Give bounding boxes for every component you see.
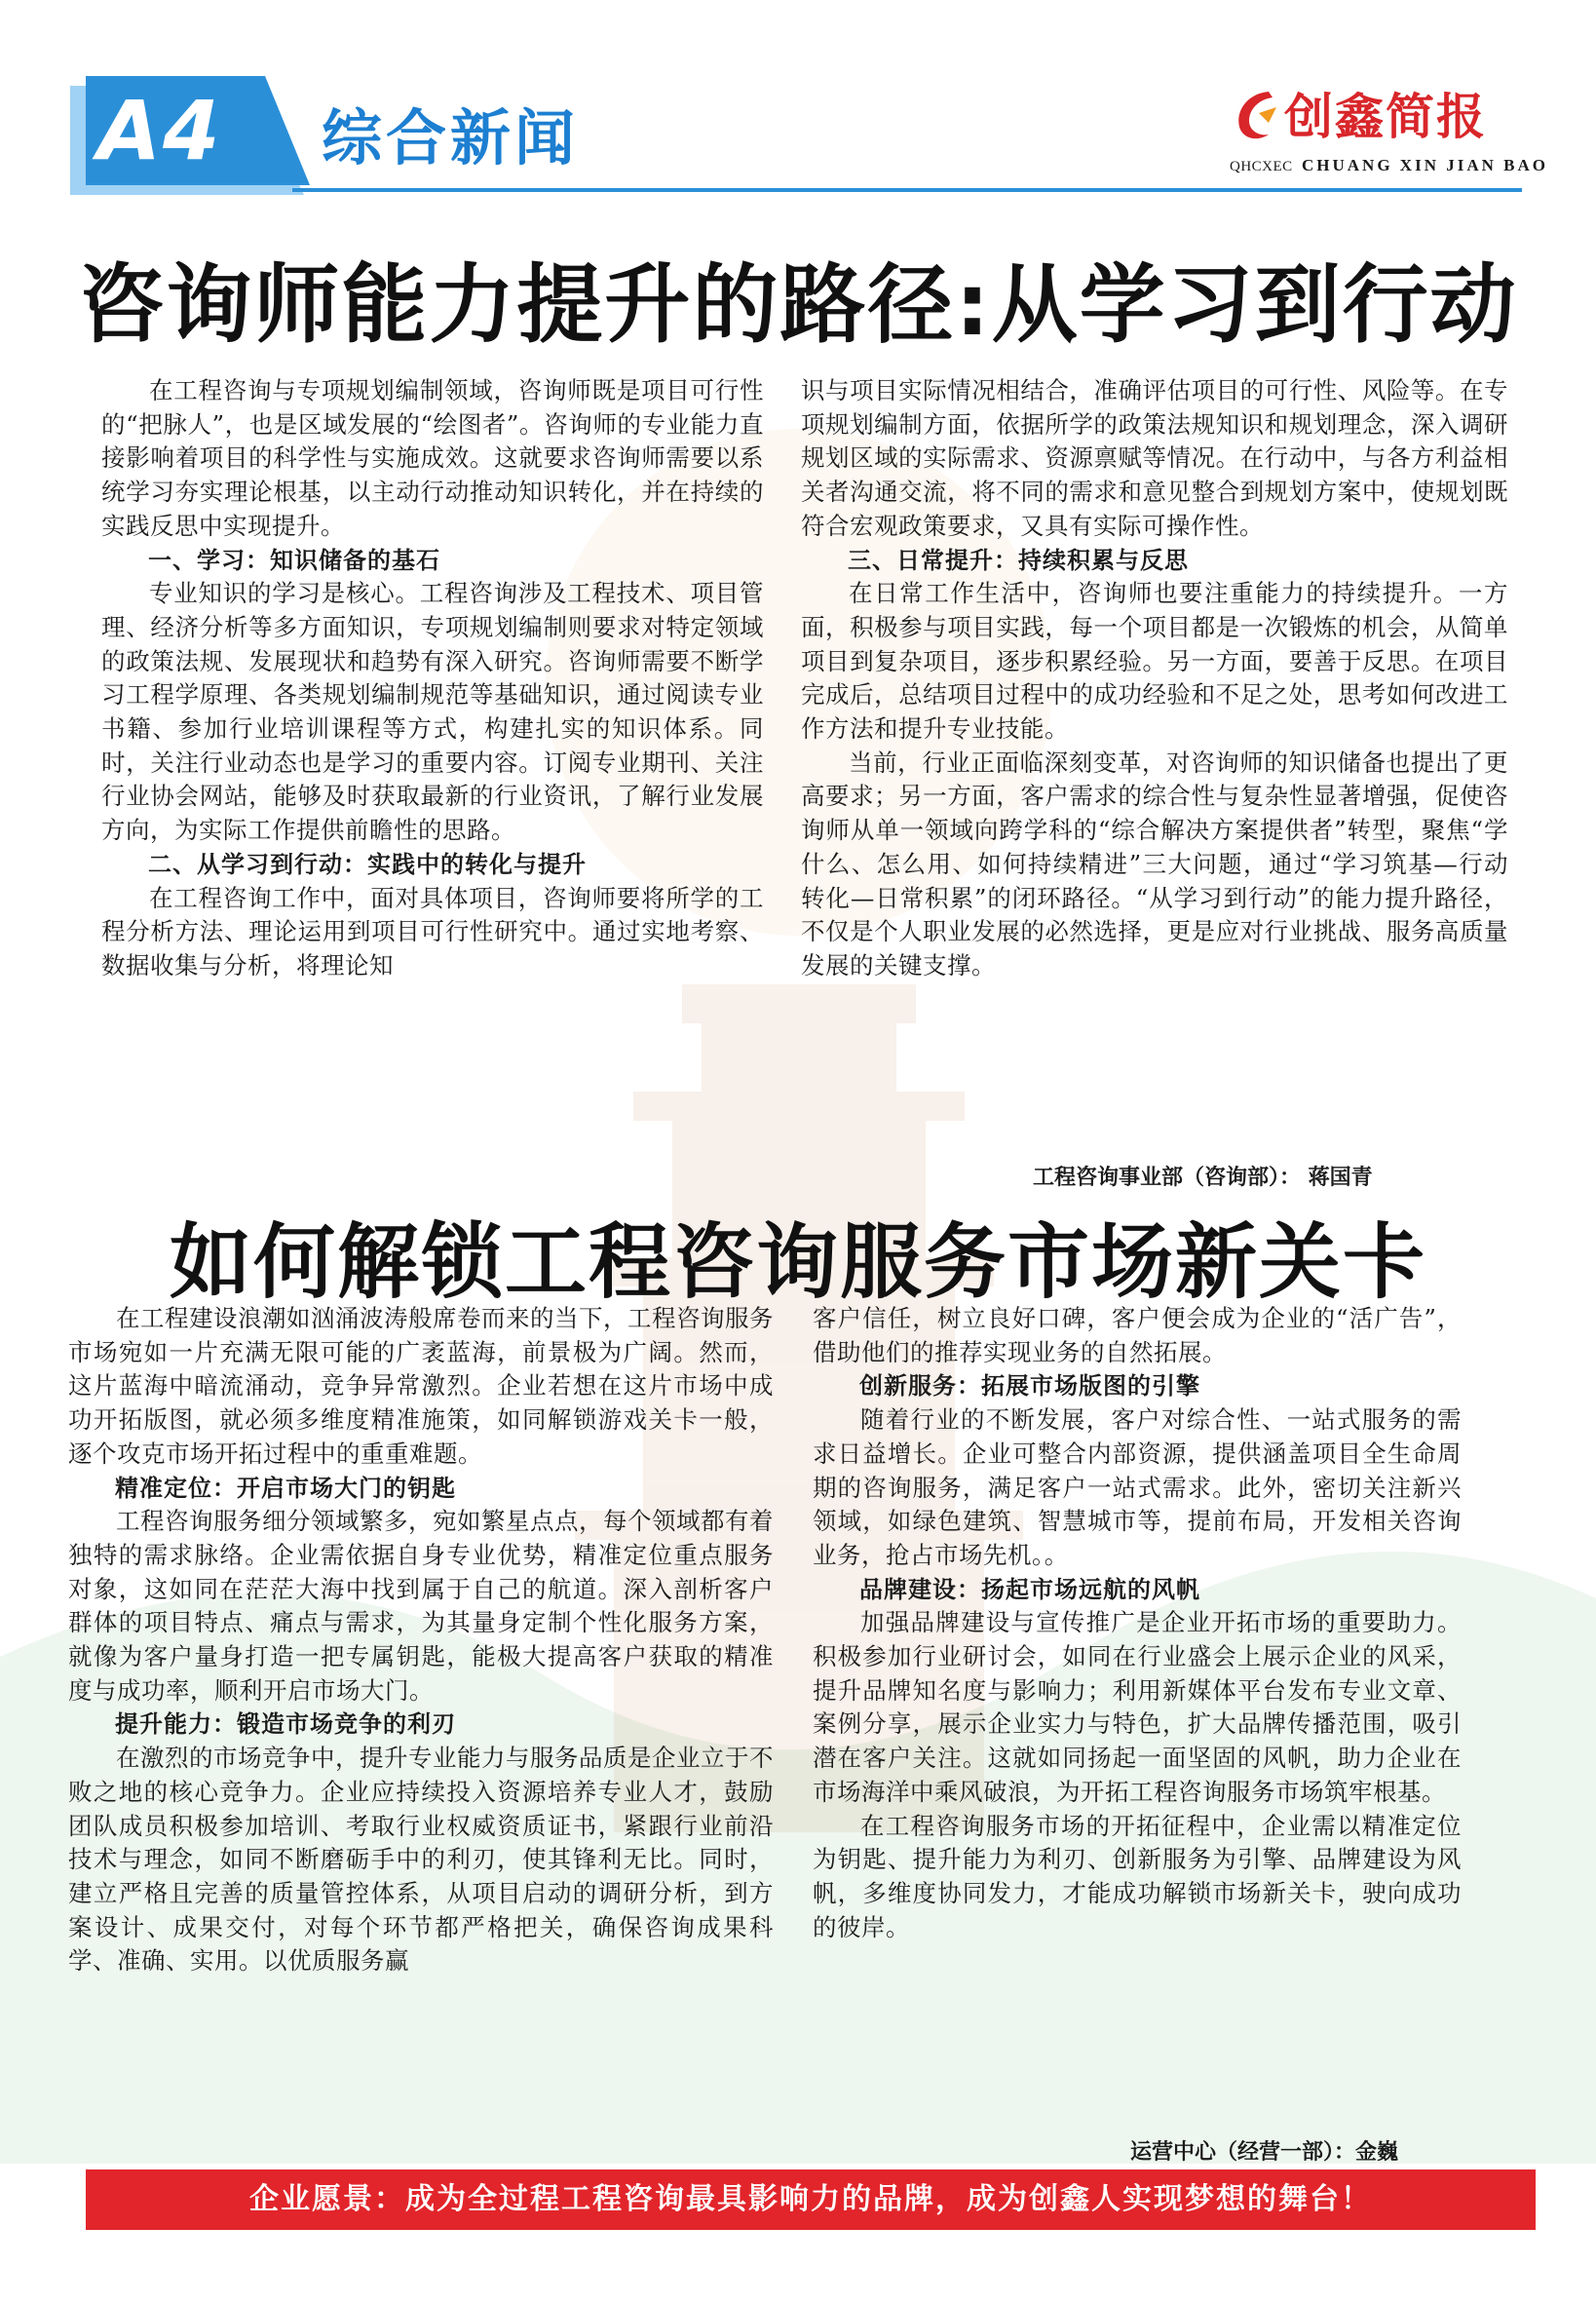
masthead-divider xyxy=(292,188,1522,192)
logo-chinese-name: 创鑫简报 xyxy=(1284,88,1487,145)
paragraph: 在工程咨询服务市场的开拓征程中，企业需以精准定位为钥匙、提升能力为利刃、创新服务为引擎、品牌建设为风帆，多维度协同发力，才能成功解锁市场新关卡，驶向成功的彼岸。 xyxy=(813,1811,1462,1941)
logo-swirl-icon xyxy=(1230,86,1284,146)
section-heading: 三、日常提升：持续积累与反思 xyxy=(848,546,1189,574)
section-heading: 创新服务：拓展市场版图的引擎 xyxy=(859,1372,1200,1401)
paragraph: 加强品牌建设与宣传推广是企业开拓市场的重要助力。积极参加行业研讨会，如同在行业盛会上展示企业的风采，提升品牌知名度与影响力；利用新媒体平台发布专业文章、案例分享，展示企业实力与特色，扩大品牌传播范围，吸引潜在客户关注。这就如同扬起一面坚固的风帆，助力企业在市场海洋中乘风破浪，为开拓工程咨询服务市场筑牢根基。 xyxy=(813,1608,1462,1806)
paragraph: 识与项目实际情况相结合，准确评估项目的可行性、风险等。在专项规划编制方面，依据所学的政策法规知识和规划理念，深入调研规划区域的实际需求、资源禀赋等情况。在行动中，与各方利益相关者沟通交流，将不同的需求和意见整合到规划方案中，使规划既符合宏观政策要求，又具有实际可操作性。 xyxy=(801,376,1508,540)
section-heading: 一、学习：知识储备的基石 xyxy=(148,546,440,574)
paragraph: 当前，行业正面临深刻变革，对咨询师的知识储备也提出了更高要求；另一方面，客户需求的综合性与复杂性显著增强，促使咨询师从单一领域向跨学科的“综合解决方案提供者”转型，聚焦“学什么、怎么用、如何持续精进”三大问题，通过“学习筑基—行动转化—日常积累”的闭环路径。“从学习到行动”的能力提升路径，不仅是个人职业发展的必然选择，更是应对行业挑战、服务高质量发展的关键支撑。 xyxy=(801,748,1508,979)
section-heading: 提升能力：锻造市场竞争的利刃 xyxy=(115,1710,456,1739)
paragraph: 在工程咨询与专项规划编制领域，咨询师既是项目可行性的“把脉人”，也是区域发展的“绘图者”。咨询师的专业能力直接影响着项目的科学性与实施成效。这就要求咨询师需要以系统学习夯实理论根基，以主动行动推动知识转化，并在持续的实践反思中实现提升。 xyxy=(101,376,764,540)
newsletter-logo xyxy=(1230,86,1548,183)
paragraph: 专业知识的学习是核心。工程咨询涉及工程技术、项目管理、经济分析等多方面知识，专项规划编制则要求对特定领域的政策法规、发展现状和趋势有深入研究。咨询师需要不断学习工程学原理、各类规划编制规范等基础知识，通过阅读专业书籍、参加行业培训课程等方式，构建扎实的知识体系。同时，关注行业动态也是学习的重要内容。订阅专业期刊、关注行业协会网站，能够及时获取最新的行业资讯，了解行业发展方向，为实际工作提供前瞻性的思路。 xyxy=(101,579,764,845)
article-2-right-column xyxy=(813,1302,1462,2150)
page-code: A4 xyxy=(97,83,222,178)
article-2-byline: 运营中心（经营一部）：金巍 xyxy=(1130,2140,1399,2165)
paragraph: 客户信任，树立良好口碑，客户便会成为企业的“活广告”，借助他们的推荐实现业务的自然拓展。 xyxy=(813,1304,1462,1366)
article-2-headline: 如何解锁工程咨询服务市场新关卡 xyxy=(169,1214,1426,1310)
article-1-right-column xyxy=(801,374,1508,1154)
article-1-left-column xyxy=(101,374,764,1154)
vision-statement: 企业愿景：成为全过程工程咨询最具影响力的品牌，成为创鑫人实现梦想的舞台！ xyxy=(249,2182,1372,2216)
article-2-left-column xyxy=(68,1302,774,2150)
section-title: 综合新闻 xyxy=(322,102,580,173)
logo-pinyin-name: CHUANG XIN JIAN BAO xyxy=(1302,156,1548,174)
article-1-headline: 咨询师能力提升的路径:从学习到行动 xyxy=(78,254,1518,355)
paragraph: 在工程建设浪潮如汹涌波涛般席卷而来的当下，工程咨询服务市场宛如一片充满无限可能的广袤蓝海，前景极为广阔。然而，这片蓝海中暗流涌动，竞争异常激烈。企业若想在这片市场中成功开拓版图，就必须多维度精准施策，如同解锁游戏关卡一般，逐个攻克市场开拓过程中的重重难题。 xyxy=(68,1304,774,1468)
section-heading: 精准定位：开启市场大门的钥匙 xyxy=(115,1474,456,1502)
article-1-byline: 工程咨询事业部（咨询部）： 蒋国青 xyxy=(1033,1166,1373,1190)
paragraph: 在工程咨询工作中，面对具体项目，咨询师要将所学的工程分析方法、理论运用到项目可行性研究中。通过实地考察、数据收集与分析，将理论知 xyxy=(101,883,764,979)
section-heading: 品牌建设：扬起市场远航的风帆 xyxy=(859,1575,1200,1603)
vision-banner xyxy=(86,2169,1536,2230)
paragraph: 随着行业的不断发展，客户对综合性、一站式服务的需求日益增长。企业可整合内部资源，提供涵盖项目全生命周期的咨询服务，满足客户一站式需求。此外，密切关注新兴领域，如绿色建筑、智慧城市等，提前布局，开发相关咨询业务，抢占市场先机。。 xyxy=(813,1405,1462,1569)
paragraph: 在日常工作生活中，咨询师也要注重能力的持续提升。一方面，积极参与项目实践，每一个项目都是一次锻炼的机会，从简单项目到复杂项目，逐步积累经验。另一方面，要善于反思。在项目完成后，总结项目过程中的成功经验和不足之处，思考如何改进工作方法和提升专业技能。 xyxy=(801,579,1508,744)
section-heading: 二、从学习到行动：实践中的转化与提升 xyxy=(148,850,587,878)
logo-abbreviation: QHCXEC xyxy=(1230,159,1293,174)
paragraph: 在激烈的市场竞争中，提升专业能力与服务品质是企业立于不败之地的核心竞争力。企业应持续投入资源培养专业人才，鼓励团队成员积极参加培训、考取行业权威资质证书，紧跟行业前沿技术与理念，如同不断磨砺手中的利刃，使其锋利无比。同时，建立严格且完善的质量管控体系，从项目启动的调研分析，到方案设计、成果交付，对每个环节都严格把关，确保咨询成果科学、准确、实用。以优质服务赢 xyxy=(68,1744,774,1976)
paragraph: 工程咨询服务细分领域繁多，宛如繁星点点，每个领域都有着独特的需求脉络。企业需依据自身专业优势，精准定位重点服务对象，这如同在茫茫大海中找到属于自己的航道。深入剖析客户群体的项目特点、痛点与需求，为其量身定制个性化服务方案，就像为客户量身打造一把专属钥匙，能极大提高客户获取的精准度与成功率，顺利开启市场大门。 xyxy=(68,1507,774,1705)
